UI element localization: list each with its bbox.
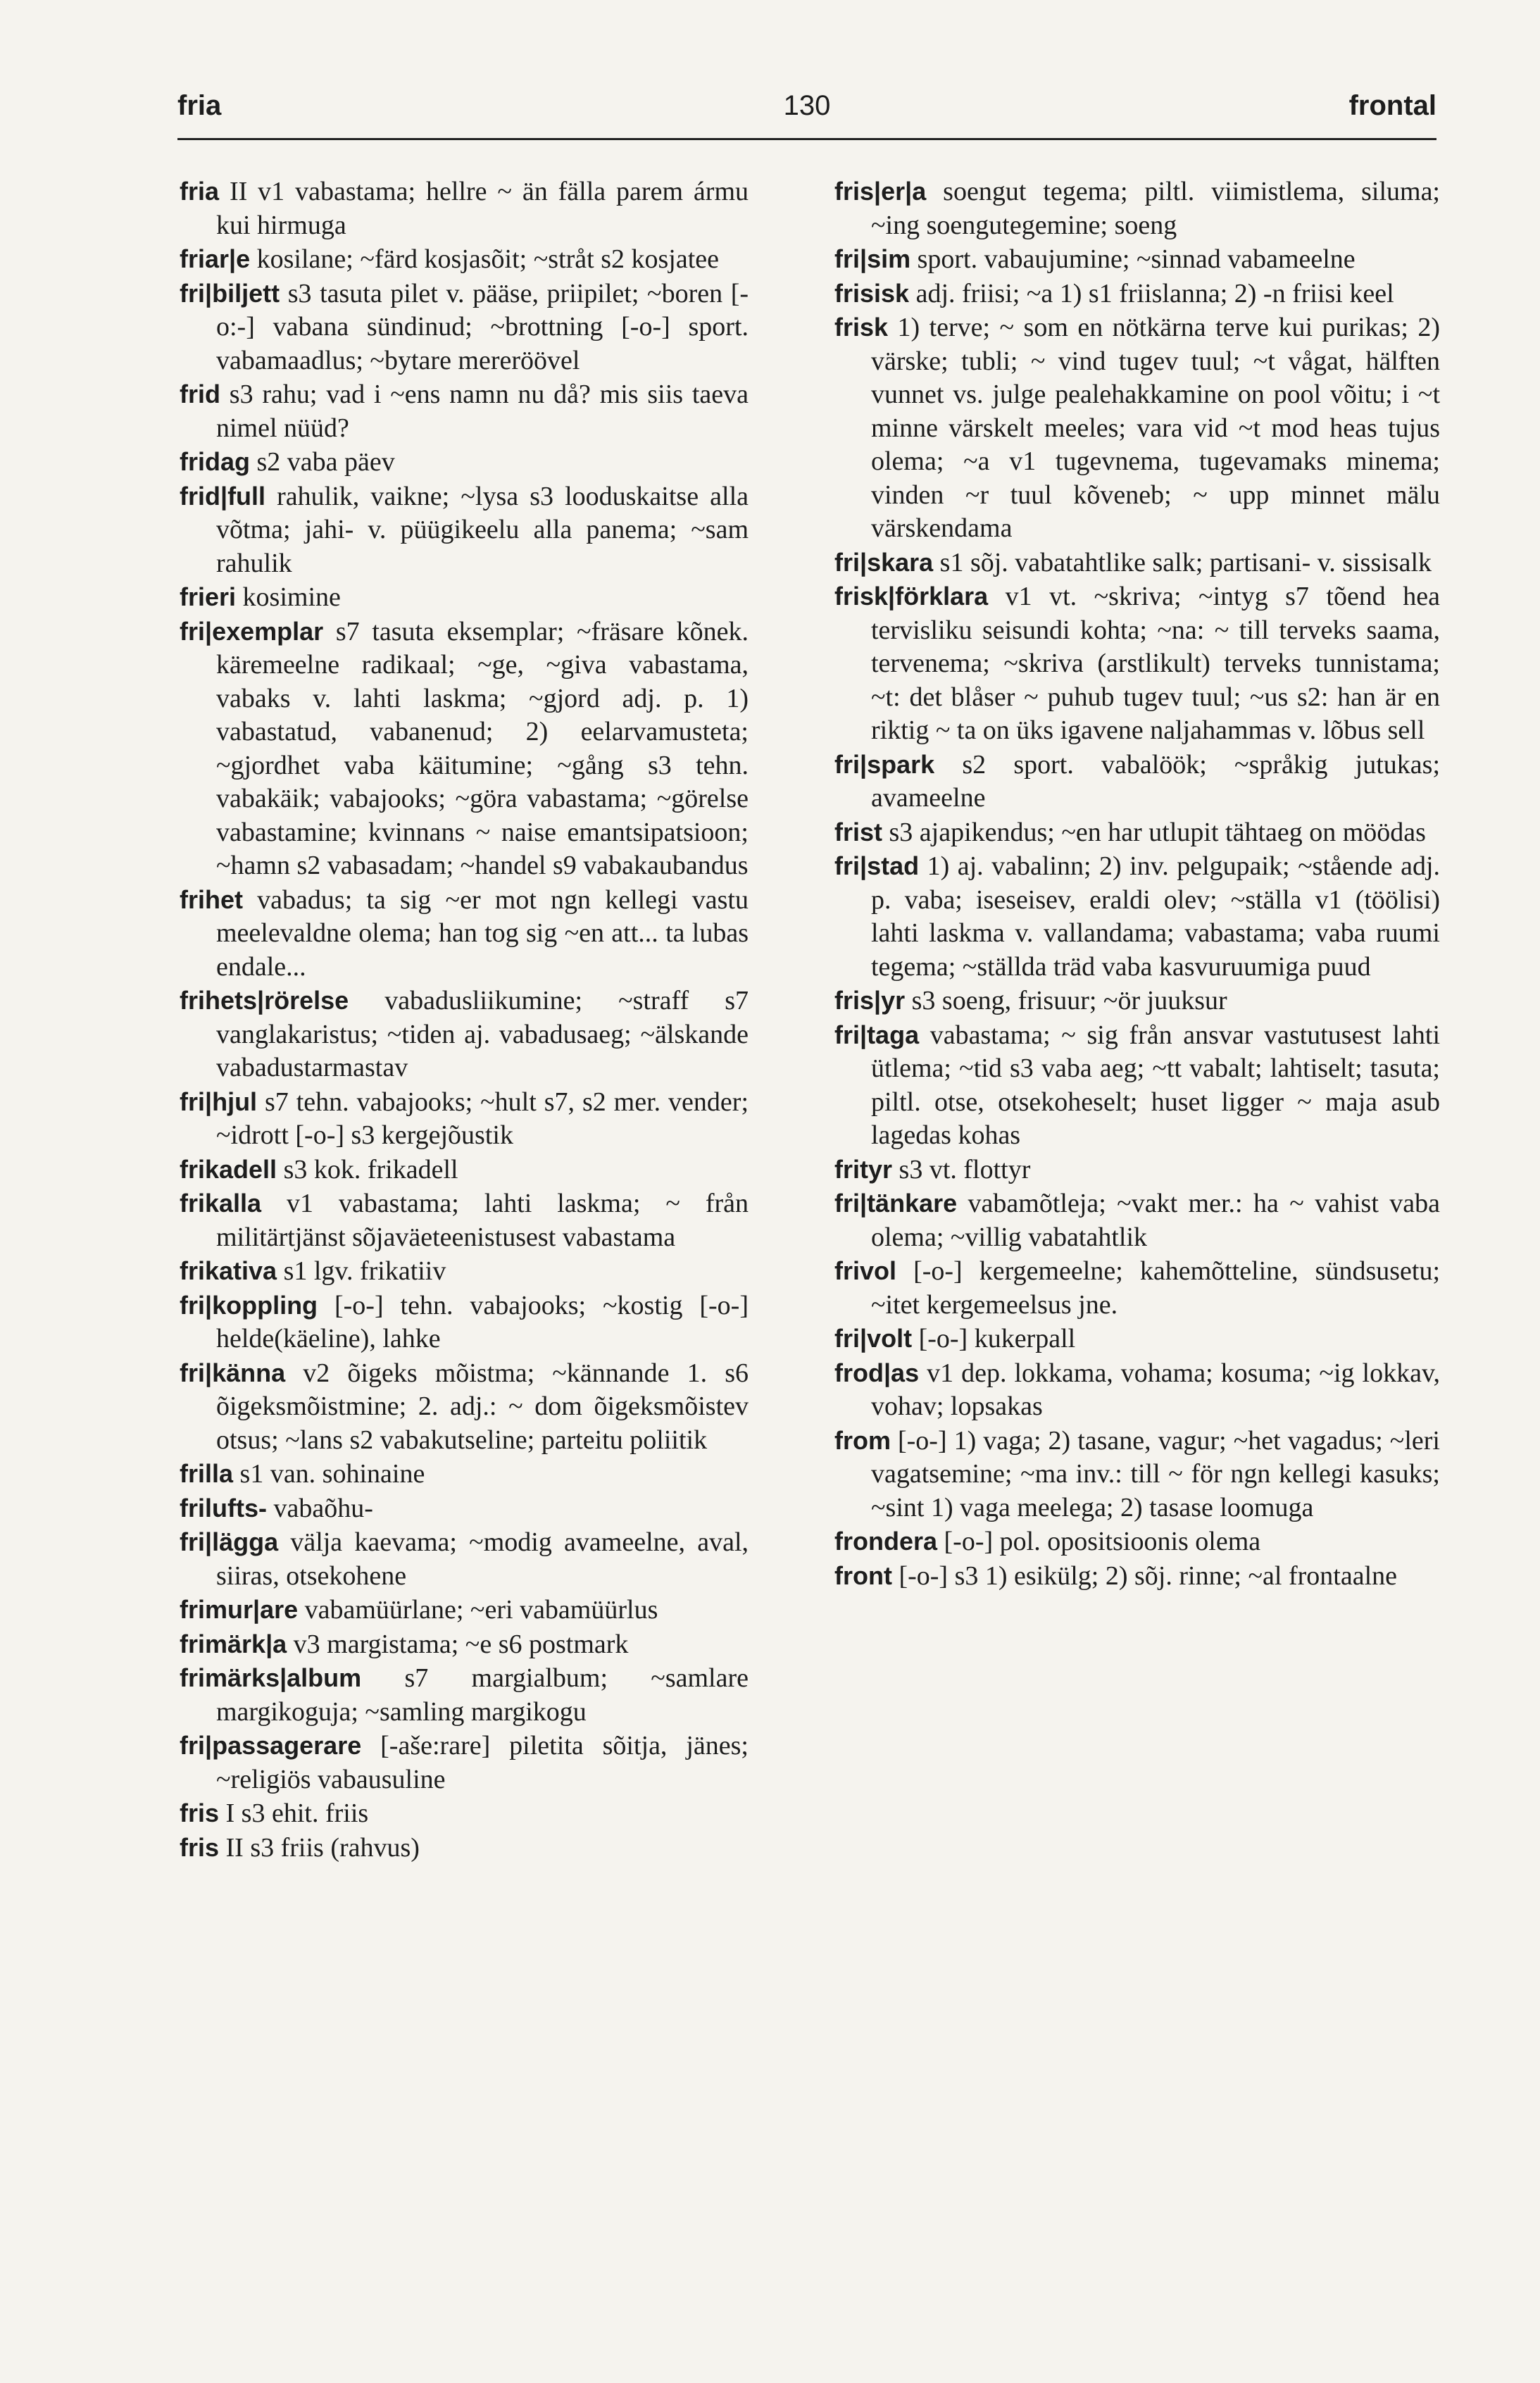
- entry-headword: fri|stad: [834, 851, 920, 880]
- entry-definition: s1 lgv. frikatiiv: [283, 1256, 446, 1286]
- entry-definition: vabadusliikumine; ~straff s7 vanglakaristus; ~tiden aj. vabadusaeg; ~älskande vabadustarmastav: [216, 986, 749, 1082]
- dictionary-entry: [834, 1356, 1440, 1424]
- entry-headword: frondera: [834, 1527, 938, 1556]
- dictionary-entry: [834, 580, 1440, 748]
- entry-definition: vabaõhu-: [273, 1493, 373, 1523]
- entry-headword: frimur|are: [180, 1595, 299, 1624]
- dictionary-entry: [834, 1187, 1440, 1254]
- entry-headword: frisk: [834, 313, 889, 342]
- entry-headword: frihets|rörelse: [180, 986, 349, 1015]
- entry-headword: frimärk|a: [180, 1629, 287, 1658]
- entry-definition: s2 sport. vabalöök; ~språkig jutukas; avameelne: [871, 749, 1441, 813]
- entry-definition: [-o-] kukerpall: [918, 1324, 1076, 1353]
- dictionary-entry: [180, 242, 749, 277]
- dictionary-entry: [834, 242, 1440, 277]
- entry-definition: v1 vt. ~skriva; ~intyg s7 tõend hea tervisliku seisundi kohta; ~na: ~ till terveks saama, tervenema; ~skriva (arstlikult) terveks tunnistama; ~t: det blåser ~ puhub tugev tuul; ~us s2: han är en riktig ~ ta on üks igavene naljahammas v. lõbus sell: [871, 582, 1440, 745]
- dictionary-entry: [180, 1491, 749, 1526]
- dictionary-entry: [180, 1254, 749, 1289]
- entry-definition: s3 tasuta pilet v. pääse, priipilet; ~boren [-o:-] vabana sündinud; ~brottning [-o-] sport. vabamaadlus; ~bytare mereröövel: [216, 278, 749, 375]
- entry-definition: kosilane; ~färd kosjasõit; ~stråt s2 kosjatee: [256, 244, 719, 274]
- entry-definition: [-o-] 1) vaga; 2) tasane, vagur; ~het vagadus; ~leri vagatsemine; ~ma inv.: till ~ för ngn kellegi kasuks; ~sint 1) vaga meelega; 2) tasase loomuga: [871, 1425, 1440, 1522]
- dictionary-entry: [180, 175, 749, 242]
- entry-headword: fri|hjul: [180, 1087, 258, 1116]
- entry-definition: s7 tehn. vabajooks; ~hult s7, s2 mer. vender; ~idrott [-o-] s3 kergejõustik: [216, 1087, 749, 1150]
- dictionary-entry: [180, 883, 749, 984]
- dictionary-entry: [180, 1457, 749, 1491]
- entry-definition: vabastama; ~ sig från ansvar vastutusest lahti ütlema; ~tid s3 vaba aeg; ~tt vabalt; lahtiselt; tasuta; piltl. otse, otsekoheselt; huset ligger ~ maja asub lagedas kohas: [871, 1020, 1440, 1150]
- dictionary-entry: [180, 1627, 749, 1662]
- dictionary-entry: [180, 984, 749, 1085]
- entry-headword: frid: [180, 380, 220, 408]
- entry-definition: I s3 ehit. friis: [225, 1799, 369, 1828]
- entry-headword: fri|passagerare: [180, 1731, 362, 1760]
- entry-headword: fri|känna: [180, 1358, 286, 1387]
- entry-definition: adj. friisi; ~a 1) s1 friislanna; 2) -n friisi keel: [915, 278, 1394, 308]
- dictionary-entry: [180, 1593, 749, 1627]
- entry-headword: frihet: [180, 884, 243, 914]
- dictionary-entry: [180, 1289, 749, 1356]
- entry-definition: v1 dep. lokkama, vohama; kosuma; ~ig lokkav, vohav; lopsakas: [871, 1358, 1440, 1421]
- entry-headword: frivol: [834, 1256, 897, 1285]
- entry-definition: 1) aj. vabalinn; 2) inv. pelgupaik; ~stående adj. p. vaba; iseseisev, eraldi olev; ~ställa v1 (töölisi) lahti laskma v. vallandama; vabastama; vaba ruumi tegema; ~ställda träd vaba kasvuruumiga puud: [871, 851, 1441, 982]
- entry-definition: II s3 friis (rahvus): [225, 1832, 420, 1863]
- entry-headword: fris: [180, 1832, 220, 1862]
- dictionary-entry: [180, 615, 749, 883]
- dictionary-entry: [834, 1424, 1440, 1525]
- entry-definition: rahulik, vaikne; ~lysa s3 looduskaitse alla võtma; jahi- v. püügikeelu alla panema; ~sam rahulik: [216, 481, 749, 578]
- dictionary-entry: [834, 277, 1440, 311]
- dictionary-entry: [180, 1187, 749, 1254]
- entry-definition: [-o-] s3 1) esikülg; 2) sõj. rinne; ~al frontaalne: [899, 1560, 1397, 1591]
- entry-definition: vabamõtleja; ~vakt mer.: ha ~ vahist vaba olema; ~villig vabatahtlik: [871, 1189, 1441, 1252]
- entry-headword: frod|as: [834, 1358, 920, 1387]
- entry-headword: frimärks|album: [180, 1663, 362, 1692]
- dictionary-entry: [834, 984, 1440, 1018]
- entry-definition: 1) terve; ~ som en nötkärna terve kui purikas; 2) värske; tubli; ~ vind tugev tuul; ~t vågat, hälften vunnet vs. julge pealehakkamine on pool võitu; i ~t minne värskelt meeles; vara vid ~t mod heas tujus olema; ~a v1 tugevnema, tugevamaks minema; vinden ~r tuul kõveneb; ~ upp minnet mälu värskendama: [871, 313, 1441, 543]
- entry-headword: frist: [834, 817, 883, 846]
- dictionary-entry: [834, 1559, 1440, 1594]
- dictionary-entry: [180, 1525, 749, 1593]
- entry-definition: s7 margialbum; ~samlare margikoguja; ~samling margikogu: [216, 1663, 749, 1727]
- left-column: [180, 175, 749, 1865]
- entry-definition: v1 vabastama; lahti laskma; ~ från militärtjänst sõjaväeteenistusest vabastama: [216, 1189, 749, 1252]
- dictionary-entry: [834, 1153, 1440, 1187]
- entry-headword: frisk|förklara: [834, 582, 989, 611]
- entry-headword: fri|skara: [834, 547, 934, 577]
- entry-headword: fris|er|a: [834, 177, 927, 206]
- header-rule: [177, 138, 1436, 140]
- entry-headword: fri|taga: [834, 1020, 920, 1049]
- dictionary-entry: [180, 377, 749, 445]
- entry-definition: s3 rahu; vad i ~ens namn nu då? mis siis taeva nimel nüüd?: [216, 380, 749, 443]
- entry-headword: fria: [180, 177, 220, 206]
- entry-headword: friar|e: [180, 244, 251, 273]
- entry-definition: [-o-] kergemeelne; kahemõtteline, sündsusetu; ~itet kergemeelsus jne.: [871, 1256, 1441, 1320]
- dictionary-entry: [834, 815, 1440, 850]
- dictionary-entry: [834, 546, 1440, 580]
- entry-definition: vabamüürlane; ~eri vabamüürlus: [304, 1595, 658, 1625]
- entry-definition: s3 kok. frikadell: [283, 1154, 458, 1184]
- dictionary-entry: [834, 175, 1440, 242]
- entry-definition: sport. vabaujumine; ~sinnad vabameelne: [917, 244, 1356, 274]
- entry-definition: s7 tasuta eksemplar; ~fräsare kõnek. käremeelne radikaal; ~ge, ~giva vabastama, vabaks v. lahti laskma; ~gjord adj. p. 1) vabastatud, vabanenud; 2) eelarvamusteta; ~gjordhet vaba käitumine; ~gång s3 tehn. vabakäik; vabajooks; ~göra vabastama; ~görelse vabastamine; kvinnans ~ naise emantsipatsioon; ~hamn s2 vabasadam; ~handel s9 vabakaubandus: [216, 616, 749, 880]
- entry-headword: fri|spark: [834, 749, 935, 779]
- entry-definition: vabadus; ta sig ~er mot ngn kellegi vastu meelevaldne olema; han tog sig ~en att... ta lubas endale...: [216, 884, 749, 982]
- entry-headword: frityr: [834, 1154, 893, 1184]
- dictionary-entry: [180, 580, 749, 615]
- entry-definition: s3 vt. flottyr: [899, 1154, 1031, 1184]
- entry-definition: soengut tegema; piltl. viimistlema, siluma; ~ing soengutegemine; soeng: [871, 177, 1440, 240]
- dictionary-entry: [180, 480, 749, 581]
- dictionary-entry: [834, 748, 1440, 815]
- dictionary-entry: [834, 1254, 1440, 1322]
- dictionary-entry: [180, 445, 749, 480]
- entry-definition: II v1 vabastama; hellre ~ än fälla parem ármu kui hirmuga: [216, 177, 749, 240]
- entry-headword: frid|full: [180, 481, 266, 511]
- entry-definition: s1 van. sohinaine: [239, 1459, 425, 1489]
- entry-definition: kosimine: [242, 582, 341, 612]
- dictionary-entry: [180, 1356, 749, 1458]
- dictionary-entry: [834, 311, 1440, 546]
- entry-definition: [-o-] pol. opositsioonis olema: [944, 1527, 1261, 1556]
- entry-definition: välja kaevama; ~modig avameelne, aval, siiras, otsekohene: [216, 1527, 749, 1591]
- right-column: [834, 175, 1440, 1593]
- entry-headword: frilufts-: [180, 1493, 267, 1522]
- dictionary-entry: [180, 1796, 749, 1831]
- entry-headword: frieri: [180, 582, 237, 611]
- entry-headword: fri|biljett: [180, 278, 280, 308]
- entry-definition: [-aše:rare] piletita sõitja, jänes; ~religiös vabausuline: [216, 1731, 749, 1794]
- dictionary-entry: [834, 1018, 1440, 1153]
- entry-headword: fri|lägga: [180, 1527, 279, 1556]
- dictionary-entry: [180, 1153, 749, 1187]
- entry-definition: s2 vaba päev: [256, 447, 395, 477]
- entry-headword: from: [834, 1425, 891, 1455]
- entry-definition: s3 soeng, frisuur; ~ör juuksur: [911, 986, 1227, 1015]
- dictionary-entry: [834, 1525, 1440, 1559]
- dictionary-entry: [180, 1831, 749, 1865]
- entry-headword: fri|exemplar: [180, 616, 324, 646]
- entry-definition: v3 margistama; ~e s6 postmark: [293, 1629, 629, 1659]
- entry-headword: fri|tänkare: [834, 1189, 958, 1218]
- dictionary-entry: [834, 1322, 1440, 1356]
- entry-headword: frikativa: [180, 1256, 277, 1285]
- page-number: 130: [783, 90, 831, 121]
- entry-headword: fris|yr: [834, 986, 906, 1015]
- running-head-left-word: fria: [177, 90, 222, 121]
- running-head: [177, 83, 1436, 132]
- entry-headword: frisisk: [834, 278, 910, 308]
- entry-definition: v2 õigeks mõistma; ~kännande 1. s6 õigeksmõistmine; 2. adj.: ~ dom õigeksmõistev otsus; ~lans s2 vabakutseline; parteitu poliitik: [216, 1358, 749, 1455]
- entry-headword: fri|sim: [834, 244, 911, 273]
- entry-definition: s1 sõj. vabatahtlike salk; partisani- v. sissisalk: [939, 547, 1432, 577]
- running-head-right-word: frontal: [1348, 90, 1436, 121]
- dictionary-entry: [834, 849, 1440, 984]
- dictionary-entry: [180, 277, 749, 378]
- dictionary-entry: [180, 1085, 749, 1153]
- dictionary-entry: [180, 1661, 749, 1729]
- entry-headword: frikalla: [180, 1189, 262, 1218]
- entry-headword: fridag: [180, 447, 251, 476]
- dictionary-entry: [180, 1729, 749, 1796]
- entry-headword: front: [834, 1560, 892, 1590]
- entry-headword: fris: [180, 1799, 220, 1827]
- entry-headword: fri|volt: [834, 1324, 913, 1353]
- entry-definition: s3 ajapikendus; ~en har utlupit tähtaeg on möödas: [889, 817, 1426, 847]
- entry-headword: frikadell: [180, 1154, 277, 1184]
- entry-headword: frilla: [180, 1459, 234, 1488]
- entry-definition: [-o-] tehn. vabajooks; ~kostig [-o-] helde(käeline), lahke: [216, 1290, 749, 1353]
- entry-headword: fri|koppling: [180, 1290, 318, 1320]
